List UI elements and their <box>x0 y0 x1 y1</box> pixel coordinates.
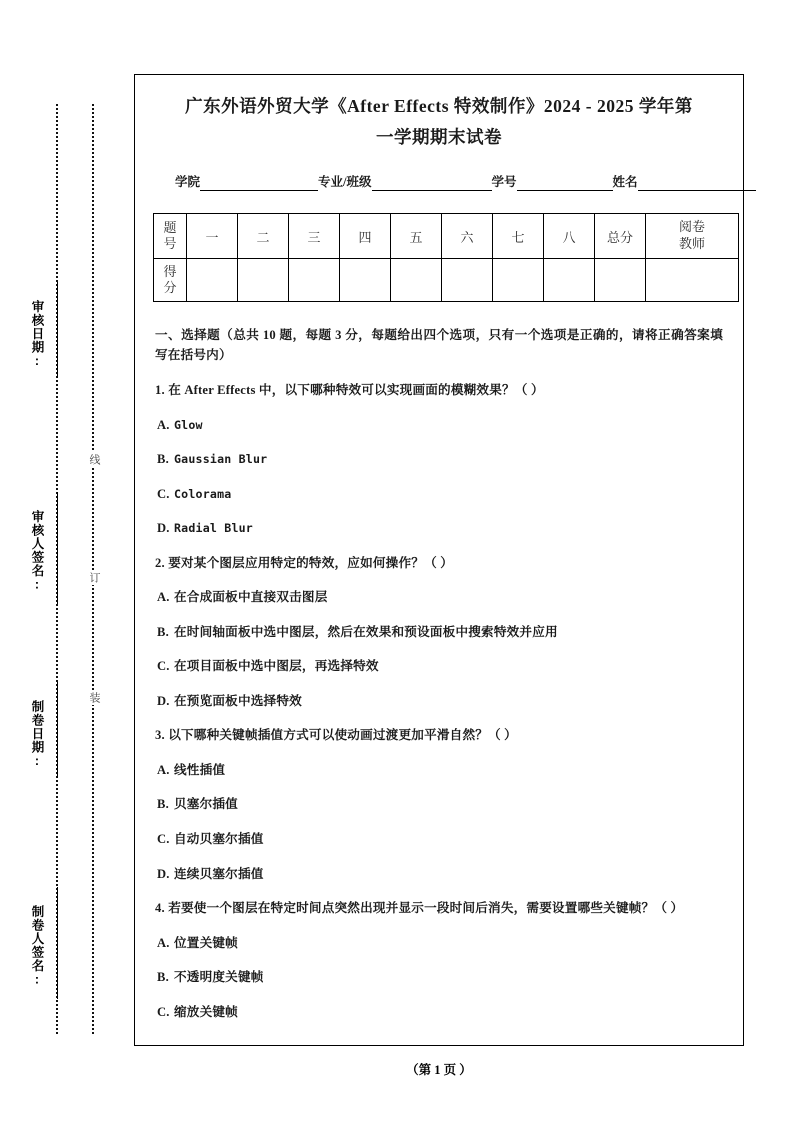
page-number-label: （第 1 页 ） <box>406 1063 472 1077</box>
question-3-option-A[interactable] <box>155 761 723 781</box>
score-table-stub-question-no <box>154 214 187 259</box>
option-key: A. <box>157 935 170 950</box>
score-table-col-header-2: 三 <box>289 214 340 259</box>
option-text: 位置关键帧 <box>174 935 238 950</box>
question-4-option-C[interactable] <box>155 1003 723 1023</box>
score-table-cell-4[interactable] <box>391 259 442 302</box>
option-key: D. <box>157 521 170 536</box>
question-list <box>155 381 723 1022</box>
option-text: 在项目面板中选中图层，再选择特效 <box>174 659 379 674</box>
option-text: 连续贝塞尔插值 <box>174 866 264 881</box>
option-key: D. <box>157 693 170 708</box>
student-info-field-1 <box>318 172 491 191</box>
score-table-total-header: 总分 <box>595 214 646 259</box>
exam-title-line-2: 一学期期末试卷 <box>376 126 502 147</box>
dotted-rule-inner <box>92 104 94 1034</box>
option-key: C. <box>157 831 170 846</box>
score-table-total-cell[interactable] <box>595 259 646 302</box>
option-key: B. <box>157 970 169 985</box>
stub-char: 题 <box>163 220 177 235</box>
question-2-option-C[interactable] <box>155 657 723 677</box>
option-key: C. <box>157 1004 170 1019</box>
question-4-option-B[interactable] <box>155 968 723 988</box>
student-info-input-1[interactable] <box>372 177 492 191</box>
question-3-option-B[interactable] <box>155 795 723 815</box>
score-table-cell-7[interactable] <box>544 259 595 302</box>
score-table-cell-5[interactable] <box>442 259 493 302</box>
page-footer <box>134 1060 744 1078</box>
score-table-header-row <box>154 214 739 259</box>
exam-content <box>155 326 723 1022</box>
option-text: Radial Blur <box>174 521 253 536</box>
stub-char: 教师 <box>678 236 705 252</box>
student-info-input-3[interactable] <box>638 177 756 191</box>
score-table-cell-0[interactable] <box>187 259 238 302</box>
binding-margin-strip <box>0 0 130 1122</box>
margin-label-3: 制卷人签名: <box>30 905 44 988</box>
option-key: D. <box>157 866 170 881</box>
binding-mark-1: 订 <box>88 572 100 583</box>
student-info-field-3 <box>613 172 756 191</box>
page-title <box>157 91 721 152</box>
score-table-marker-header <box>646 214 739 259</box>
score-table-stub-score <box>154 259 187 302</box>
score-table-score-row <box>154 259 739 302</box>
option-text: Colorama <box>174 486 232 501</box>
option-key: C. <box>157 659 170 674</box>
score-table-cell-2[interactable] <box>289 259 340 302</box>
option-text: 不透明度关键帧 <box>174 970 264 985</box>
option-text: 在时间轴面板中选中图层，然后在效果和预设面板中搜索特效并应用 <box>174 624 558 639</box>
student-info-label-2: 学号 <box>491 175 517 190</box>
option-text: 缩放关键帧 <box>174 1004 238 1019</box>
margin-label-2: 制卷日期: <box>30 700 44 769</box>
binding-mark-0: 线 <box>88 454 100 465</box>
margin-label-1: 审核人签名: <box>30 510 44 593</box>
binding-mark-2: 装 <box>88 692 100 703</box>
question-1-option-A[interactable] <box>155 416 723 436</box>
margin-rule-segment <box>57 492 58 604</box>
score-table-cell-6[interactable] <box>493 259 544 302</box>
question-1-option-B[interactable] <box>155 450 723 470</box>
student-info-input-2[interactable] <box>517 177 613 191</box>
score-table-col-header-7: 八 <box>544 214 595 259</box>
student-info-label-3: 姓名 <box>612 175 638 190</box>
question-2-option-D[interactable] <box>155 692 723 712</box>
question-stem-2: 2. 要对某个图层应用特定的特效，应如何操作？（ ） <box>155 555 454 570</box>
option-key: A. <box>157 762 170 777</box>
option-text: 贝塞尔插值 <box>174 797 238 812</box>
score-table-col-header-1: 二 <box>238 214 289 259</box>
question-stem-1: 1. 在 After Effects 中，以下哪种特效可以实现画面的模糊效果？（ ） <box>155 383 544 398</box>
question-1-option-D[interactable] <box>155 519 723 539</box>
student-info-label-1: 专业/班级 <box>318 175 372 190</box>
student-info-input-0[interactable] <box>200 177 318 191</box>
question-2-option-A[interactable] <box>155 588 723 608</box>
score-table-cell-1[interactable] <box>238 259 289 302</box>
stub-char: 分 <box>163 280 177 296</box>
student-info-row <box>175 172 713 191</box>
score-table-marker-cell[interactable] <box>646 259 739 302</box>
score-table-col-header-0: 一 <box>187 214 238 259</box>
margin-label-0: 审核日期: <box>30 300 44 369</box>
score-table-col-header-4: 五 <box>391 214 442 259</box>
option-text: 线性插值 <box>174 762 226 777</box>
exam-title-line-1: 广东外语外贸大学《After Effects 特效制作》2024 - 2025 学年第 <box>185 96 693 116</box>
question-stem-3: 3. 以下哪种关键帧插值方式可以使动画过渡更加平滑自然？（ ） <box>155 728 517 743</box>
score-table <box>153 213 739 302</box>
score-table-cell-3[interactable] <box>340 259 391 302</box>
exam-paper-frame <box>134 74 744 1046</box>
stub-char: 得 <box>163 264 177 279</box>
stub-char: 号 <box>163 236 177 252</box>
option-key: C. <box>157 486 170 501</box>
option-key: B. <box>157 624 169 639</box>
margin-rule-segment <box>57 682 58 778</box>
score-table-col-header-5: 六 <box>442 214 493 259</box>
option-key: A. <box>157 590 170 605</box>
option-text: 自动贝塞尔插值 <box>174 831 264 846</box>
question-1-option-C[interactable] <box>155 485 723 505</box>
option-key: B. <box>157 797 169 812</box>
option-text: Glow <box>174 417 203 432</box>
margin-rule-segment <box>57 282 58 378</box>
question-3-option-D[interactable] <box>155 865 723 885</box>
student-info-field-2 <box>492 172 613 191</box>
question-2-option-B[interactable] <box>155 623 723 643</box>
score-table-col-header-3: 四 <box>340 214 391 259</box>
option-key: A. <box>157 417 170 432</box>
student-info-label-0: 学院 <box>175 175 201 190</box>
option-text: 在预览面板中选择特效 <box>174 693 302 708</box>
margin-rule-segment <box>57 887 58 999</box>
question-4-option-A[interactable] <box>155 934 723 954</box>
score-table-col-header-6: 七 <box>493 214 544 259</box>
option-key: B. <box>157 452 169 467</box>
question-stem-4: 4. 若要使一个图层在特定时间点突然出现并显示一段时间后消失，需要设置哪些关键帧？（ ） <box>155 901 684 916</box>
section-heading: 一、选择题（总共 10 题，每题 3 分，每题给出四个选项，只有一个选项是正确的，请将正确答案填写在括号内） <box>155 328 723 362</box>
question-3-option-C[interactable] <box>155 830 723 850</box>
student-info-field-0 <box>175 172 318 191</box>
option-text: 在合成面板中直接双击图层 <box>174 590 328 605</box>
option-text: Gaussian Blur <box>174 452 268 467</box>
stub-char: 阅卷 <box>678 219 705 235</box>
